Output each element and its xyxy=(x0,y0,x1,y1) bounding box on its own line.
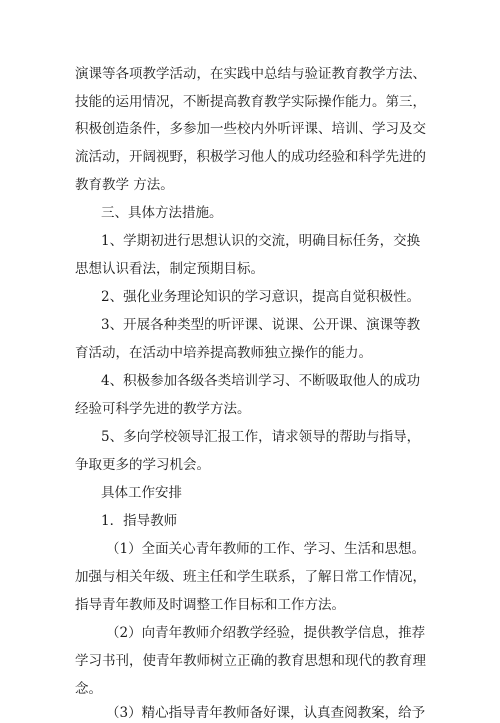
text-line: 争取更多的学习机会。 xyxy=(75,457,210,473)
text-line: 演课等各项教学活动，在实践中总结与验证教育教学方法、 xyxy=(75,66,426,82)
text-line: 积极创造条件，多参加一些校内外听评课、培训、学习及交 xyxy=(75,121,426,137)
text-line: （3）精心指导青年教师备好课，认真查阅教案，给予 xyxy=(106,705,426,721)
section-heading: 三、具体方法措施。 xyxy=(101,205,223,221)
text-line: 教育教学 方法。 xyxy=(75,177,174,193)
text-line: 思想认识看法，制定预期目标。 xyxy=(75,261,264,277)
text-line: 4、积极参加各级各类培训学习、不断吸取他人的成功 xyxy=(101,373,421,389)
text-line: 加强与相关年级、班主任和学生联系，了解日常工作情况， xyxy=(75,569,426,585)
text-line: （1）全面关心青年教师的工作、学习、生活和思想。 xyxy=(106,541,426,557)
text-line: 1、学期初进行思想认识的交流，明确目标任务，交换 xyxy=(101,233,421,249)
text-line: 念。 xyxy=(75,681,102,697)
subsection-heading: 1．指导教师 xyxy=(101,513,178,529)
text-line: 指导青年教师及时调整工作目标和工作方法。 xyxy=(75,597,345,613)
text-line: 技能的运用情况，不断提高教育教学实际操作能力。第三， xyxy=(75,94,426,110)
text-line: 2、强化业务理论知识的学习意识，提高自觉积极性。 xyxy=(101,289,421,305)
text-line: 经验可科学先进的教学方法。 xyxy=(75,401,251,417)
text-line: 育活动，在活动中培养提高教师独立操作的能力。 xyxy=(75,345,372,361)
text-line: （2）向青年教师介绍教学经验，提供教学信息，推荐 xyxy=(106,625,426,641)
section-heading: 具体工作安排 xyxy=(101,485,182,501)
text-line: 学习书刊，使青年教师树立正确的教育思想和现代的教育理 xyxy=(75,653,426,669)
text-line: 流活动，开阔视野，积极学习他人的成功经验和科学先进的 xyxy=(75,149,426,165)
text-line: 3、开展各种类型的听评课、说课、公开课、演课等教 xyxy=(101,317,421,333)
text-line: 5、多向学校领导汇报工作，请求领导的帮助与指导， xyxy=(101,429,421,445)
